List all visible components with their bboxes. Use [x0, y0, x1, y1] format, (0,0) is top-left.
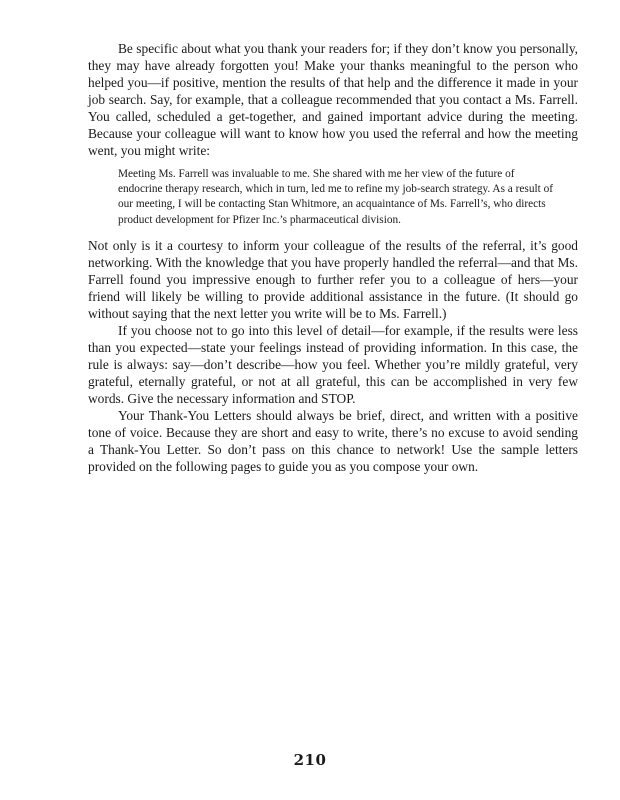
paragraph-specific-thanks: Be specific about what you thank your readers for; if they don’t know you personally, they may have already forgotten you! Make your thanks meaningful to the person who helped you—if positive, mention the results of that help and the difference it made in your job search. Say, for example, that a colleague recommended that you contact a Ms. Farrell. You called, scheduled a get-together, and gained important advice during the meeting. Because your colleague will want to know how you used the referral and how the meeting went, you might write:: [88, 41, 578, 158]
page-number: 210: [293, 751, 327, 769]
sample-letter-excerpt: Meeting Ms. Farrell was invaluable to me. She shared with me her view of the future of endocrine therapy research, which in turn, led me to refine my job-search strategy. As a result of our meeting, I will be contacting Stan Whitmore, an acquaintance of Ms. Farrell’s, who directs product development for Pfizer Inc.’s pharmaceutical division.: [118, 168, 553, 226]
paragraph-brief-direct: Your Thank-You Letters should always be brief, direct, and written with a positive tone of voice. Because they are short and easy to write, there’s no excuse to avoid sending a Thank-You Letter. So don’t pass on this chance to network! Use the sample letters provided on the following pages to guide you as you compose your own.: [88, 407, 578, 474]
page-body: [88, 40, 578, 475]
paragraph-level-of-detail: If you choose not to go into this level of detail—for example, if the results were less than you expected—state your feelings instead of providing information. In this case, the rule is always: say—don’t describe—how you feel. Whether you’re mildly grateful, very grateful, eternally grateful, or not at all grateful, this can be accomplished in very few words. Give the necessary information and STOP.: [88, 322, 578, 406]
paragraph-courtesy: Not only is it a courtesy to inform your colleague of the results of the referral, it’s good networking. With the knowledge that you have properly handled the referral—and that Ms. Farrell found you impressive enough to further refer you to a colleague of hers—your friend will likely be willing to provide additional assistance in the future. (It should go without saying that the next letter you write will be to Ms. Farrell.): [88, 237, 578, 321]
